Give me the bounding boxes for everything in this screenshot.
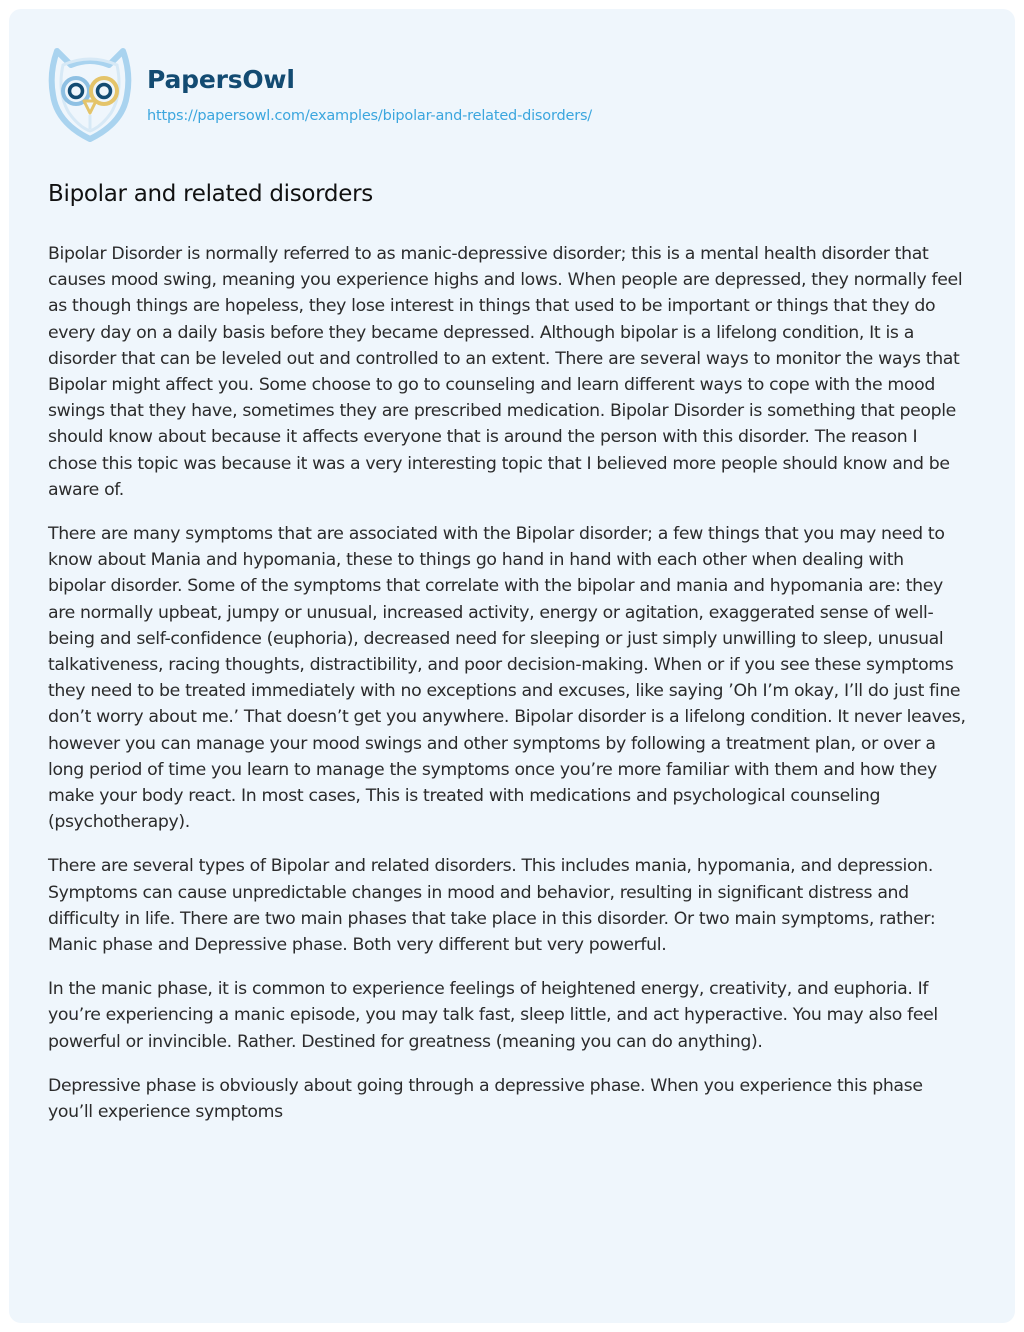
essay-body [48,241,966,1143]
page-title: Bipolar and related disorders [48,181,373,207]
paragraph: In the manic phase, it is common to experience feelings of heightened energy, creativity, and euphoria. If you’re experiencing a manic episode, you may talk fast, sleep little, and act hyperactive. You may also feel powerful or invincible. Rather. Destined for greatness (meaning you can do anything). [48,979,938,1052]
paragraph: There are several types of Bipolar and related disorders. This includes mania, hypomania, and depression. Symptoms can cause unpredictable changes in mood and behavior, resulting in significant distress and difficulty in life. There are two main phases that take place in this disorder. Or two main symptoms, rather: Manic phase and Depressive phase. Both very different but very powerful. [48,856,936,956]
paragraph: There are many symptoms that are associated with the Bipolar disorder; a few things that you may need to know about Mania and hypomania, these to things go hand in hand with each other when dealing with bipolar disorder. Some of the symptoms that correlate with the bipolar and mania and hypomania are: they are normally upbeat, jumpy or unusual, increased activity, energy or agitation, exaggerated sense of well-being and self-confidence (euphoria), decreased need for sleeping or just simply unwilling to sleep, unusual talkativeness, racing thoughts, distractibility, and poor decision-making. When or if you see these symptoms they need to be treated immediately with no exceptions and excuses, like saying ’Oh I’m okay, I’ll do just fine don’t worry about me.’ That doesn’t get you anywhere. Bipolar disorder is a lifelong condition. It never leaves, however you can manage your mood swings and other symptoms by following a treatment plan, or over a long period of time you learn to manage the symptoms once you’re more familiar with them and how they make your body react. In most cases, This is treated with medications and psychological counseling (psychotherapy). [48,524,966,833]
owl-logo-icon [47,43,133,143]
paragraph: Bipolar Disorder is normally referred to as manic-depressive disorder; this is a mental health disorder that causes mood swing, meaning you experience highs and lows. When people are depressed, they normally feel as though things are hopeless, they lose interest in things that used to be important or things that they do every day on a daily basis before they became depressed. Although bipolar is a lifelong condition, It is a disorder that can be leveled out and controlled to an extent. There are several ways to monitor the ways that Bipolar might affect you. Some choose to go to counseling and learn different ways to cope with the mood swings that they have, sometimes they are prescribed medication. Bipolar Disorder is something that people should know about because it affects everyone that is around the person with this disorder. The reason I chose this topic was because it was a very interesting topic that I believed more people should know and be aware of. [48,244,963,500]
paragraph: Depressive phase is obviously about going through a depressive phase. When you experience this phase you’ll experience symptoms [48,1075,923,1123]
document-card [9,9,1015,1323]
site-header [47,43,592,143]
source-url-link[interactable]: https://papersowl.com/examples/bipolar-and-related-disorders/ [147,108,592,124]
brand-block [147,43,592,126]
brand-name[interactable]: PapersOwl [147,65,295,94]
